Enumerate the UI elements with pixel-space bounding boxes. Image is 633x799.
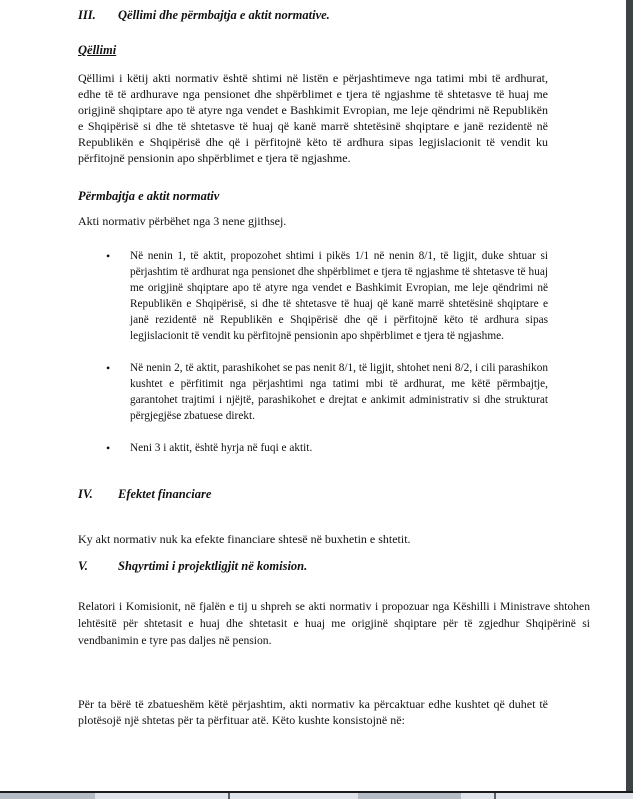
bullet-dot-icon: •: [106, 441, 111, 455]
bullet-text: Në nenin 1, të aktit, propozohet shtimi i pikës 1/1 në nenin 8/1, të ligjit, duke shtuar si përjashtim të ardhurat nga pensionet dhe shpërblimet e tjera të ngjashme të shtetasve të huaj me origjinë shqiptare apo të atyre nga vendet e Bashkimit Evropian, me leje qëndrimi në Republikën e Shqipërisë, si dhe të shtetasve të huaj që kanë marrë shtetësinë shqiptare e janë rezidentë në Republikën e Shqipërisë dhe që i përfitojnë këto të ardhura sipas legjislacionit të vendit ku përfitojnë pensionin apo shpërblimet e tjera të ngjashme.: [130, 250, 548, 342]
section-v-number: V.: [78, 559, 88, 573]
document-content: [78, 7, 590, 728]
paragraph-kushtet: Për ta bërë të zbatueshëm këtë përjashtim, akti normativ ka përcaktuar edhe kushtet që duhet të plotësojë një shtetas për ta përfituar atë. Këto kushte konsistojnë në:: [78, 697, 548, 727]
section-iii-number: III.: [78, 8, 96, 22]
table-strip-cell: [95, 793, 228, 799]
table-strip-cell: [230, 793, 358, 799]
table-strip-cell: [358, 793, 461, 799]
bullet-item-neni-1: [78, 248, 548, 344]
section-iv-number: IV.: [78, 487, 93, 501]
paragraph-efektet-financiare: Ky akt normativ nuk ka efekte financiare shtesë në buxhetin e shtetit.: [78, 532, 411, 546]
section-iii-heading: [78, 7, 548, 23]
viewer-edge-strip: [626, 0, 633, 791]
paragraph-qellimi: Qëllimi i këtij akti normativ është shtimi në listën e përjashtimeve nga tatimi mbi të ardhurat, edhe të të ardhurave nga pensionet dhe shpërblimet e tjera të ngjashme të shtetasve të huaj me origjinë shqiptare apo të atyre nga vendet e Bashkimit Evropian, me leje qëndrimi në Republikën e Shqipërisë si dhe të shtetasve të huaj që kanë marrë shtetësinë shqiptare e janë rezidentë në Republikën e Shqipërisë dhe që i përfitojnë këto të ardhura sipas legjislacionit të vendit ku përfitojnë pensionin apo shpërblimet e tjera të ngjashme.: [78, 71, 548, 165]
section-v-title: Shqyrtimi i projektligjit në komision.: [118, 559, 308, 573]
section-iv-title: Efektet financiare: [118, 487, 212, 501]
subsection-permbajtja-title: Përmbajtja e aktit normativ: [78, 189, 220, 203]
table-top-strip: [0, 791, 633, 799]
bullet-item-neni-3: [78, 440, 548, 456]
table-strip-cell: [461, 793, 494, 799]
section-v-heading: [78, 558, 548, 574]
section-iv-heading: [78, 486, 548, 502]
bullet-text: Neni 3 i aktit, është hyrja në fuqi e aktit.: [130, 442, 313, 454]
table-strip-cell: [0, 793, 95, 799]
paragraph-relatori: Relatori i Komisionit, në fjalën e tij u shpreh se akti normativ i propozuar nga Këshilli i Ministrave shtohen lehtësitë për shtetasit e huaj dhe shtetasit e huaj me origjinë shqiptare për të zgjedhur Shqipërinë si vendbanimin e tyre pas daljes në pension.: [78, 600, 590, 647]
bullet-dot-icon: •: [106, 361, 111, 375]
bullet-text: Në nenin 2, të aktit, parashikohet se pas nenit 8/1, të ligjit, shtohet neni 8/2, i cili parashikon kushtet e përfitimit nga përjashtimi nga tatimi mbi të ardhurat, me këtë përmbajtje, garantohet trajtimi i njëjtë, parashikohet e drejtat e ankimit administrativ si dhe strukturat përgjegjëse zbatuese direkt.: [130, 362, 548, 422]
table-strip-cell: [496, 793, 633, 799]
section-iii-title: Qëllimi dhe përmbajtja e aktit normative.: [118, 8, 330, 22]
bullet-dot-icon: •: [106, 249, 111, 263]
subsection-qellimi-title: Qëllimi: [78, 43, 117, 57]
bullet-item-neni-2: [78, 360, 548, 424]
bullet-list: [78, 248, 548, 456]
paragraph-permbajtja-intro: Akti normativ përbëhet nga 3 nene gjithsej.: [78, 214, 287, 228]
